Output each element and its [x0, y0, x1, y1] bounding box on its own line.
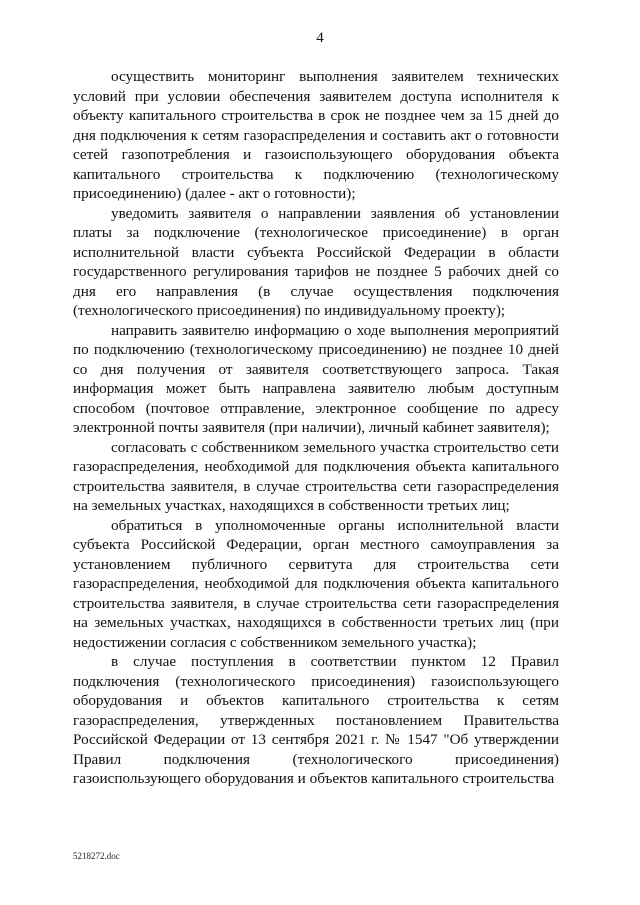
document-code-footer: 5218272.doc	[73, 851, 120, 861]
page-number: 4	[316, 30, 324, 46]
document-body	[73, 67, 559, 789]
paragraph-notify-fee: уведомить заявителя о направлении заявления об установлении платы за подключение (технологическое присоединение) в орган исполнительной власти субъекта Российской Федерации в области государственного регулирования тарифов не позднее 5 рабочих дней со дня его направления (в случае осуществления подключения (технологического присоединения) по индивидуальному проекту);	[73, 204, 559, 319]
paragraph-progress-info: направить заявителю информацию о ходе выполнения мероприятий по подключению (технологическому присоединению) не позднее 10 дней со дня получения от заявителя соответствующего запроса. Такая информация может быть направлена заявителю любым доступным способом (почтовое отправление, электронное сообщение по адресу электронной почты заявителя (при наличии), личный кабинет заявителя);	[73, 321, 559, 436]
paragraph-rules-reference: в случае поступления в соответствии пунктом 12 Правил подключения (технологического присоединения) газоиспользующего оборудования и объектов капитального строительства к сетям газораспределения, утвержденных постановлением Правительства Российской Федерации от 13 сентября 2021 г. № 1547 "Об утверждении Правил подключения (технологического присоединения) газоиспользующего оборудования и объектов капитального строительства	[73, 653, 559, 787]
paragraph-land-owner-agreement: согласовать с собственником земельного участка строительство сети газораспределения, необходимой для подключения объекта капитального строительства заявителя, в случае строительства сети газораспределения на земельных участках, находящихся в собственности третьих лиц;	[73, 438, 559, 514]
paragraph-monitoring: осуществить мониторинг выполнения заявителем технических условий при условии обеспечения заявителем доступа исполнителя к объекту капитального строительства в срок не позднее чем за 15 дней до дня подключения к сетям газораспределения и составить акт о готовности сетей газопотребления и газоиспользующего оборудования объекта капитального строительства к подключению (технологическому присоединению) (далее - акт о готовности);	[73, 68, 559, 202]
paragraph-public-servitude: обратиться в уполномоченные органы исполнительной власти субъекта Российской Федерации, орган местного самоуправления за установлением публичного сервитута для строительства сети газораспределения, необходимой для подключения объекта капитального строительства заявителя, в случае строительства сети газораспределения на земельных участках, находящихся в собственности третьих лиц (при недостижении согласия с собственником земельного участка);	[73, 516, 559, 651]
